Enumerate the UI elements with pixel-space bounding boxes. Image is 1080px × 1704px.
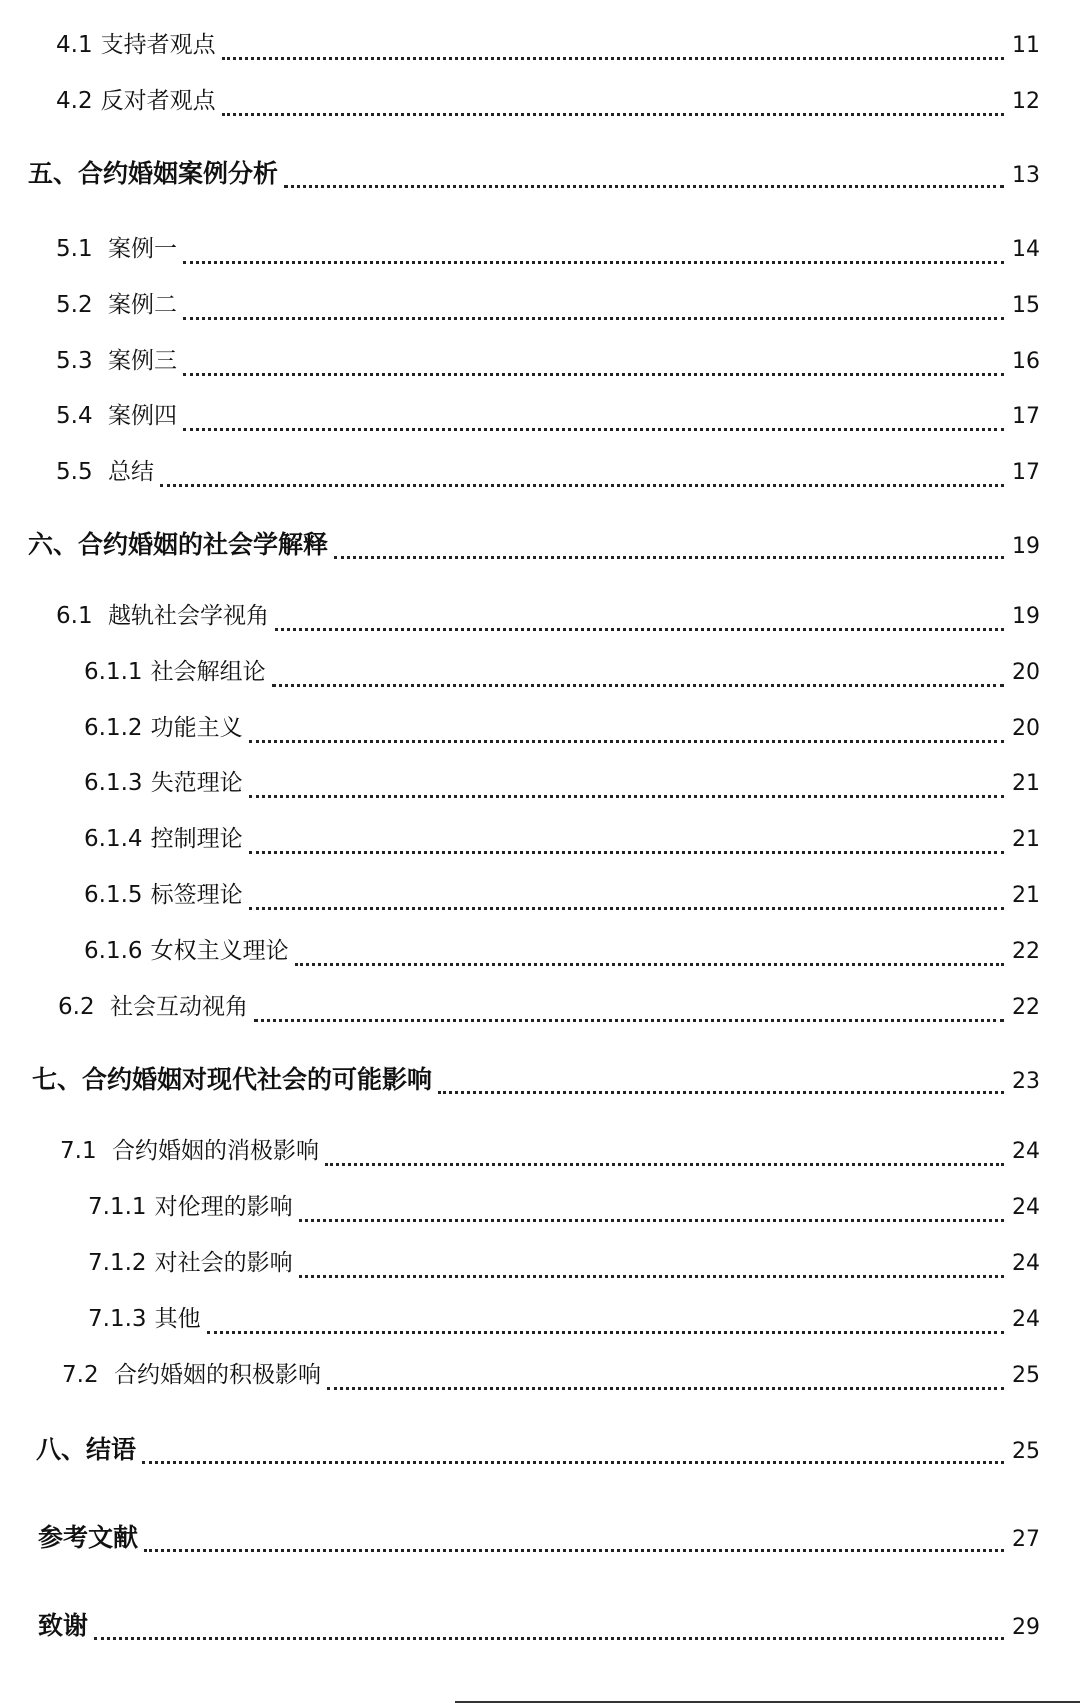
toc-entry-number: 六、: [28, 530, 79, 559]
toc-entry-page: 21: [1012, 771, 1040, 796]
toc-entry-acknowledgements[interactable]: [38, 1606, 1040, 1646]
dot-leader: [254, 1019, 1004, 1022]
toc-entry-page: 24: [1012, 1139, 1040, 1164]
toc-entry-title: 合约婚姻的积极影响: [113, 1362, 321, 1388]
toc-entry-number: 八、: [36, 1435, 87, 1464]
toc-entry-7-1[interactable]: [60, 1132, 1040, 1172]
dot-leader: [334, 556, 1004, 559]
toc-entry-page: 19: [1012, 534, 1040, 559]
toc-entry-page: 16: [1012, 349, 1040, 374]
toc-entry-page: 25: [1012, 1439, 1040, 1464]
toc-entry-page: 13: [1012, 163, 1040, 188]
toc-entry-number: 6.1.6: [84, 938, 143, 964]
dot-leader: [284, 185, 1004, 188]
dot-leader: [295, 963, 1004, 966]
toc-entry-5-1[interactable]: [56, 230, 1040, 270]
toc-entry-page: 21: [1012, 883, 1040, 908]
toc-entry-page: 24: [1012, 1195, 1040, 1220]
toc-entry-title: 社会互动视角: [109, 994, 248, 1020]
toc-entry-title: 失范理论: [150, 770, 243, 796]
toc-entry-number: 7.1.1: [88, 1194, 147, 1220]
toc-entry-5-2[interactable]: [56, 286, 1040, 326]
toc-entry-5-4[interactable]: [56, 397, 1040, 437]
toc-entry-title: 案例四: [107, 403, 177, 429]
toc-entry-title: 对伦理的影响: [154, 1194, 293, 1220]
toc-entry-page: 14: [1012, 237, 1040, 262]
toc-entry-4-2[interactable]: [56, 82, 1040, 122]
dot-leader: [299, 1219, 1004, 1222]
toc-entry-number: 4.1: [56, 32, 93, 58]
toc-entry-page: 12: [1012, 89, 1040, 114]
toc-entry-6-1-5[interactable]: [84, 876, 1040, 916]
dot-leader: [299, 1275, 1004, 1278]
toc-entry-chapter-8[interactable]: [36, 1430, 1040, 1470]
toc-entry-title: 总结: [107, 459, 154, 485]
dot-leader: [183, 373, 1004, 376]
toc-entry-6-1-1[interactable]: [84, 653, 1040, 693]
toc-entry-5-5[interactable]: [56, 453, 1040, 493]
toc-entry-5-3[interactable]: [56, 342, 1040, 382]
dot-leader: [222, 57, 1004, 60]
toc-entry-6-1-2[interactable]: [84, 709, 1040, 749]
toc-entry-number: 6.2: [58, 994, 95, 1020]
toc-entry-6-1-4[interactable]: [84, 820, 1040, 860]
toc-entry-7-2[interactable]: [62, 1356, 1040, 1396]
toc-entry-title: 功能主义: [150, 715, 243, 741]
dot-leader: [160, 484, 1004, 487]
toc-entry-chapter-6[interactable]: [28, 525, 1040, 565]
toc-entry-number: 七、: [32, 1065, 83, 1094]
dot-leader: [325, 1163, 1004, 1166]
dot-leader: [207, 1331, 1004, 1334]
dot-leader: [183, 261, 1004, 264]
toc-entry-page: 23: [1012, 1069, 1040, 1094]
toc-entry-page: 22: [1012, 995, 1040, 1020]
toc-entry-chapter-7[interactable]: [32, 1060, 1040, 1100]
toc-entry-page: 17: [1012, 460, 1040, 485]
toc-entry-6-1-6[interactable]: [84, 932, 1040, 972]
toc-entry-4-1[interactable]: [56, 26, 1040, 66]
dot-leader: [249, 740, 1004, 743]
toc-entry-title: 合约婚姻对现代社会的可能影响: [82, 1065, 433, 1094]
toc-entry-title: 合约婚姻的社会学解释: [78, 530, 329, 559]
toc-entry-title: 案例二: [107, 292, 177, 318]
toc-entry-6-1-3[interactable]: [84, 764, 1040, 804]
toc-entry-title: 控制理论: [150, 826, 243, 852]
toc-entry-number: 5.1: [56, 236, 93, 262]
toc-entry-title: 反对者观点: [100, 88, 216, 114]
toc-entry-number: 7.1.3: [88, 1306, 147, 1332]
toc-entry-number: 7.1: [60, 1138, 97, 1164]
toc-entry-number: 5.2: [56, 292, 93, 318]
footer-rule: [455, 1701, 1080, 1703]
toc-entry-number: 6.1.2: [84, 715, 143, 741]
dot-leader: [94, 1637, 1004, 1640]
toc-entry-title: 案例三: [107, 348, 177, 374]
toc-entry-page: 19: [1012, 604, 1040, 629]
toc-entry-number: 5.3: [56, 348, 93, 374]
toc-entry-number: 6.1.5: [84, 882, 143, 908]
toc-entry-7-1-2[interactable]: [88, 1244, 1040, 1284]
toc-entry-title: 支持者观点: [100, 32, 216, 58]
toc-entry-number: 7.2: [62, 1362, 99, 1388]
toc-entry-title: 结语: [86, 1435, 137, 1464]
toc-entry-page: 17: [1012, 404, 1040, 429]
toc-entry-number: 7.1.2: [88, 1250, 147, 1276]
toc-entry-page: 15: [1012, 293, 1040, 318]
toc-entry-title: 致谢: [38, 1611, 89, 1640]
toc-entry-title: 案例一: [107, 236, 177, 262]
toc-entry-title: 其他: [154, 1306, 201, 1332]
toc-entry-title: 社会解组论: [150, 659, 266, 685]
toc-entry-title: 参考文献: [38, 1523, 139, 1552]
toc-entry-6-2[interactable]: [58, 988, 1040, 1028]
toc-entry-page: 27: [1012, 1527, 1040, 1552]
toc-entry-page: 24: [1012, 1307, 1040, 1332]
toc-entry-title: 对社会的影响: [154, 1250, 293, 1276]
dot-leader: [249, 851, 1004, 854]
toc-entry-number: 6.1.1: [84, 659, 143, 685]
dot-leader: [222, 113, 1004, 116]
toc-entry-page: 20: [1012, 716, 1040, 741]
dot-leader: [249, 907, 1004, 910]
toc-entry-title: 越轨社会学视角: [107, 603, 269, 629]
toc-entry-page: 21: [1012, 827, 1040, 852]
toc-entry-title: 合约婚姻案例分析: [78, 159, 279, 188]
toc-entry-7-1-3[interactable]: [88, 1300, 1040, 1340]
toc-entry-7-1-1[interactable]: [88, 1188, 1040, 1228]
toc-entry-references[interactable]: [38, 1518, 1040, 1558]
dot-leader: [327, 1387, 1004, 1390]
toc-entry-6-1[interactable]: [56, 597, 1040, 637]
toc-entry-page: 29: [1012, 1615, 1040, 1640]
dot-leader: [249, 795, 1004, 798]
toc-entry-page: 24: [1012, 1251, 1040, 1276]
dot-leader: [183, 428, 1004, 431]
toc-entry-number: 6.1.3: [84, 770, 143, 796]
toc-entry-page: 22: [1012, 939, 1040, 964]
toc-entry-number: 5.5: [56, 459, 93, 485]
dot-leader: [272, 684, 1004, 687]
toc-entry-number: 五、: [28, 159, 79, 188]
toc-entry-page: 20: [1012, 660, 1040, 685]
toc-entry-title: 标签理论: [150, 882, 243, 908]
toc-entry-number: 5.4: [56, 403, 93, 429]
dot-leader: [142, 1461, 1004, 1464]
toc-entry-page: 25: [1012, 1363, 1040, 1388]
toc-entry-chapter-5[interactable]: [28, 154, 1040, 194]
dot-leader: [183, 317, 1004, 320]
toc-entry-title: 女权主义理论: [150, 938, 289, 964]
dot-leader: [144, 1549, 1004, 1552]
toc-entry-page: 11: [1012, 33, 1040, 58]
dot-leader: [438, 1091, 1004, 1094]
toc-entry-title: 合约婚姻的消极影响: [111, 1138, 319, 1164]
toc-entry-number: 6.1.4: [84, 826, 143, 852]
dot-leader: [275, 628, 1004, 631]
toc-entry-number: 6.1: [56, 603, 93, 629]
toc-entry-number: 4.2: [56, 88, 93, 114]
